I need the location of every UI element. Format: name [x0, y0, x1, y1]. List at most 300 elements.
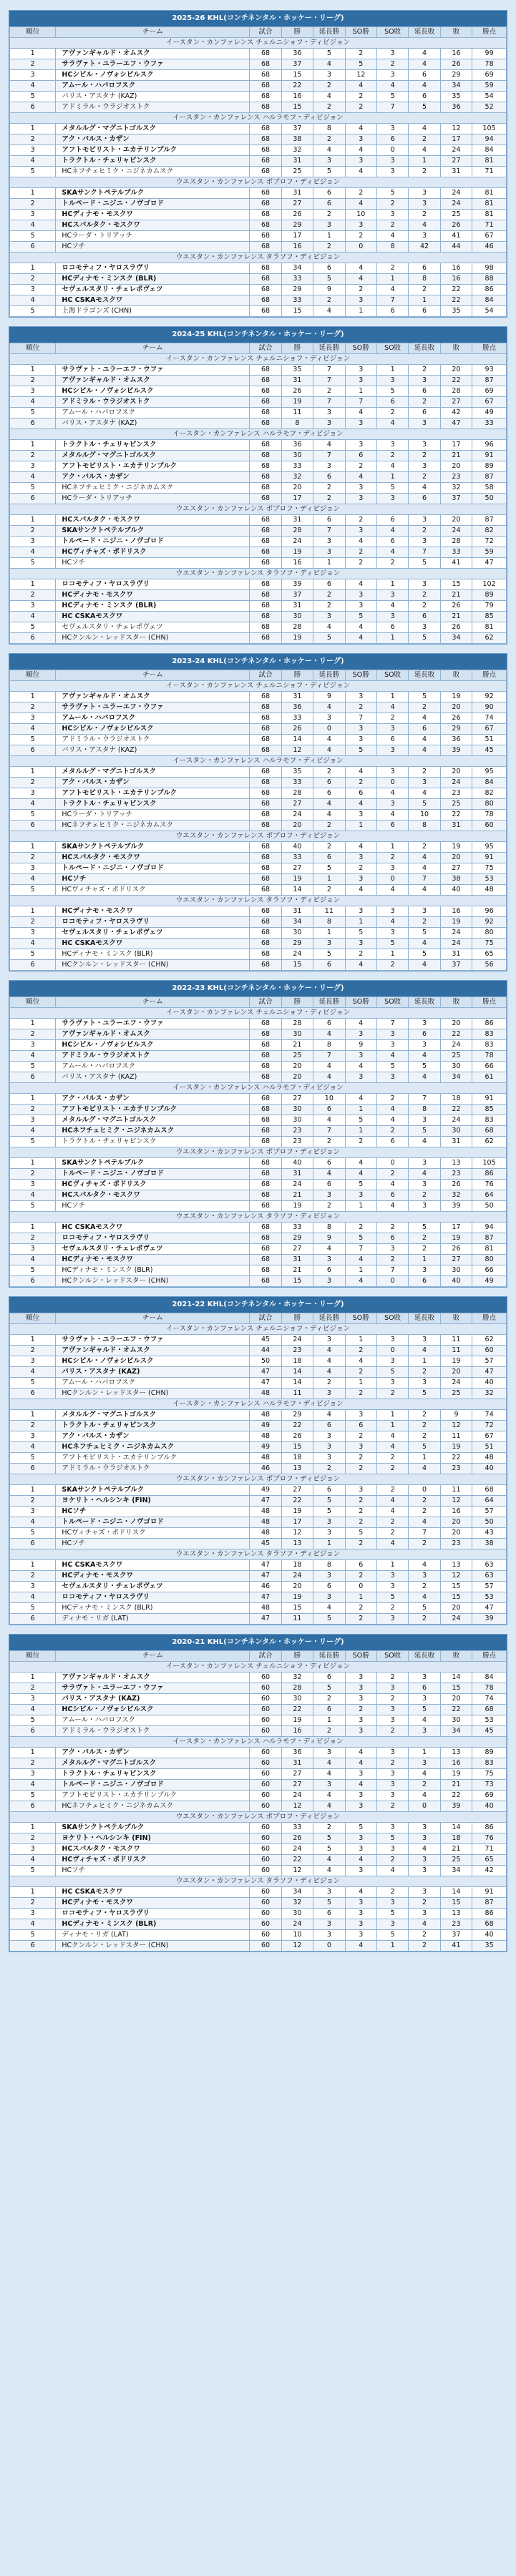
- stat-cell: 24: [440, 526, 472, 537]
- rank-cell: 1: [10, 1223, 56, 1233]
- stat-cell: 33: [281, 853, 313, 863]
- stat-cell: 3: [409, 1040, 440, 1051]
- team-name: HCシビル・ノヴォシビルスク: [56, 1040, 250, 1051]
- team-name: アムール・ハバロフスク: [56, 1378, 250, 1389]
- stat-cell: 3: [376, 1898, 408, 1909]
- stat-cell: 1: [345, 1201, 376, 1212]
- column-header: 試合: [250, 343, 281, 354]
- stat-cell: 4: [313, 1029, 345, 1040]
- stat-cell: 15: [281, 1442, 313, 1453]
- stat-cell: 15: [281, 1603, 313, 1614]
- stat-cell: 4: [313, 702, 345, 713]
- stat-cell: 1: [345, 821, 376, 831]
- team-name: HCラーダ・トリアッチ: [56, 810, 250, 821]
- stat-cell: 4: [313, 1346, 345, 1356]
- column-header: 敗: [440, 1313, 472, 1324]
- stat-cell: 18: [281, 1453, 313, 1464]
- stat-cell: 41: [440, 558, 472, 569]
- stat-cell: 2: [313, 767, 345, 778]
- stat-cell: 23: [281, 1346, 313, 1356]
- stat-cell: 2: [409, 451, 440, 461]
- team-name: SKAサンクトペテルブルク: [56, 842, 250, 853]
- table-row: [10, 1726, 507, 1737]
- table-row: [10, 1105, 507, 1115]
- stat-cell: 5: [376, 386, 408, 397]
- stat-cell: 1: [409, 295, 440, 306]
- stat-cell: 68: [250, 745, 281, 756]
- column-header: SO敗: [376, 343, 408, 354]
- stat-cell: 5: [345, 1180, 376, 1190]
- stat-cell: 3: [345, 724, 376, 735]
- stat-cell: 2: [345, 778, 376, 788]
- stat-cell: 29: [440, 70, 472, 81]
- stat-cell: 34: [440, 633, 472, 644]
- stat-cell: 7: [313, 365, 345, 376]
- stat-cell: 23: [440, 788, 472, 799]
- table-row: [10, 1072, 507, 1083]
- column-header: 試合: [250, 1651, 281, 1662]
- stat-cell: 86: [472, 1823, 507, 1833]
- stat-cell: 3: [345, 1769, 376, 1780]
- table-row: [10, 1335, 507, 1346]
- stat-cell: 36: [440, 102, 472, 113]
- table-row: [10, 788, 507, 799]
- team-name: ロコモティフ・ヤロスラヴリ: [56, 917, 250, 928]
- stat-cell: 68: [250, 397, 281, 408]
- stat-cell: 3: [409, 418, 440, 429]
- stat-cell: 20: [440, 1603, 472, 1614]
- stat-cell: 2: [345, 1464, 376, 1474]
- rank-cell: 5: [10, 1866, 56, 1876]
- column-header: チーム: [56, 1651, 250, 1662]
- column-header: SO敗: [376, 670, 408, 681]
- stat-cell: 29: [281, 285, 313, 295]
- stat-cell: 81: [472, 199, 507, 210]
- division-name: ウエスタン・カンファレンス タラソフ・ディビジョン: [10, 253, 507, 263]
- stat-cell: 4: [345, 145, 376, 156]
- stat-cell: 3: [409, 1115, 440, 1126]
- team-name: アク・バルス・カザン: [56, 1748, 250, 1758]
- column-header: 順位: [10, 27, 56, 38]
- stat-cell: 3: [345, 1485, 376, 1496]
- table-row: [10, 1453, 507, 1464]
- division-row: [10, 253, 507, 263]
- stat-cell: 5: [345, 928, 376, 939]
- table-row: [10, 167, 507, 177]
- stat-cell: 4: [409, 1592, 440, 1603]
- stat-cell: 87: [472, 472, 507, 483]
- stat-cell: 6: [409, 386, 440, 397]
- stat-cell: 4: [313, 799, 345, 810]
- stat-cell: 22: [440, 1705, 472, 1715]
- table-row: [10, 494, 507, 504]
- standings-table: [9, 1313, 507, 1625]
- stat-cell: 7: [409, 1094, 440, 1105]
- stat-cell: 29: [440, 724, 472, 735]
- stat-cell: 8: [313, 1040, 345, 1051]
- stat-cell: 68: [250, 418, 281, 429]
- stat-cell: 17: [281, 494, 313, 504]
- stat-cell: 2: [376, 1726, 408, 1737]
- rank-cell: 2: [10, 451, 56, 461]
- rank-cell: 2: [10, 1496, 56, 1507]
- stat-cell: 22: [281, 1496, 313, 1507]
- stat-cell: 16: [440, 49, 472, 59]
- rank-cell: 1: [10, 515, 56, 526]
- stat-cell: 71: [472, 220, 507, 231]
- column-header: SO勝: [345, 997, 376, 1008]
- column-header: 延長敗: [409, 1313, 440, 1324]
- table-row: [10, 156, 507, 167]
- stat-cell: 1: [409, 156, 440, 167]
- stat-cell: 6: [313, 1180, 345, 1190]
- stat-cell: 49: [250, 1485, 281, 1496]
- team-name: アムール・ハバロフスク: [56, 1062, 250, 1072]
- header-row: [10, 670, 507, 681]
- stat-cell: 49: [250, 1442, 281, 1453]
- rank-cell: 6: [10, 633, 56, 644]
- stat-cell: 68: [250, 692, 281, 702]
- column-header: 敗: [440, 1651, 472, 1662]
- stat-cell: 1: [376, 1941, 408, 1951]
- stat-cell: 2: [376, 1453, 408, 1464]
- team-name: メタルルグ・マグニトゴルスク: [56, 767, 250, 778]
- rank-cell: 6: [10, 1072, 56, 1083]
- table-row: [10, 59, 507, 70]
- stat-cell: 31: [281, 1758, 313, 1769]
- stat-cell: 2: [409, 472, 440, 483]
- table-row: [10, 472, 507, 483]
- table-row: [10, 451, 507, 461]
- stat-cell: 20: [440, 767, 472, 778]
- stat-cell: 3: [345, 1909, 376, 1919]
- division-row: [10, 756, 507, 767]
- team-name: HC CSKAモスクワ: [56, 1560, 250, 1571]
- column-header: 勝点: [472, 343, 507, 354]
- stat-cell: 2: [313, 1201, 345, 1212]
- stat-cell: 15: [281, 70, 313, 81]
- stat-cell: 17: [281, 231, 313, 242]
- stat-cell: 31: [440, 821, 472, 831]
- team-name: HCスパルタク・モスクワ: [56, 1190, 250, 1201]
- stat-cell: 26: [440, 601, 472, 612]
- team-name: アク・バルス・カザン: [56, 778, 250, 788]
- table-row: [10, 1614, 507, 1625]
- rank-cell: 1: [10, 49, 56, 59]
- stat-cell: 3: [409, 1265, 440, 1276]
- stat-cell: 5: [313, 274, 345, 285]
- stat-cell: 7: [409, 1528, 440, 1539]
- division-row: [10, 681, 507, 692]
- rank-cell: 2: [10, 778, 56, 788]
- stat-cell: 27: [281, 799, 313, 810]
- table-row: [10, 960, 507, 971]
- stat-cell: 6: [409, 724, 440, 735]
- stat-cell: 27: [281, 1094, 313, 1105]
- stat-cell: 3: [376, 1791, 408, 1801]
- rank-cell: 4: [10, 724, 56, 735]
- table-row: [10, 92, 507, 102]
- stat-cell: 68: [472, 1126, 507, 1137]
- stat-cell: 3: [376, 1614, 408, 1625]
- team-name: HCソチ: [56, 1507, 250, 1517]
- rank-cell: 3: [10, 537, 56, 547]
- stat-cell: 4: [345, 1158, 376, 1169]
- stat-cell: 4: [409, 1346, 440, 1356]
- stat-cell: 4: [313, 1769, 345, 1780]
- stat-cell: 31: [440, 949, 472, 960]
- stat-cell: 94: [472, 1223, 507, 1233]
- stat-cell: 3: [376, 906, 408, 917]
- table-row: [10, 1919, 507, 1930]
- stat-cell: 19: [281, 633, 313, 644]
- stat-cell: 10: [281, 1930, 313, 1941]
- stat-cell: 3: [409, 537, 440, 547]
- stat-cell: 2: [409, 1410, 440, 1421]
- column-header: チーム: [56, 670, 250, 681]
- rank-cell: 4: [10, 874, 56, 885]
- stat-cell: 3: [376, 1582, 408, 1592]
- stat-cell: 30: [281, 1029, 313, 1040]
- stat-cell: 48: [250, 1603, 281, 1614]
- stat-cell: 3: [345, 220, 376, 231]
- stat-cell: 68: [250, 515, 281, 526]
- stat-cell: 60: [472, 821, 507, 831]
- stat-cell: 0: [376, 1276, 408, 1287]
- team-name: セヴェルスタリ・チェレポヴェツ: [56, 285, 250, 295]
- team-name: HCシビル・ノヴォシビルスク: [56, 724, 250, 735]
- column-header: 延長敗: [409, 27, 440, 38]
- stat-cell: 2: [313, 295, 345, 306]
- stat-cell: 6: [313, 1582, 345, 1592]
- stat-cell: 1: [376, 274, 408, 285]
- team-name: サラヴァト・ユラーエフ・ウファ: [56, 365, 250, 376]
- team-name: セヴェルスタリ・チェレポヴェツ: [56, 928, 250, 939]
- stat-cell: 2: [313, 1378, 345, 1389]
- stat-cell: 68: [250, 188, 281, 199]
- stat-cell: 7: [376, 102, 408, 113]
- stat-cell: 2: [376, 853, 408, 863]
- stat-cell: 33: [281, 778, 313, 788]
- stat-cell: 14: [281, 735, 313, 745]
- stat-cell: 3: [409, 1866, 440, 1876]
- rank-cell: 3: [10, 601, 56, 612]
- stat-cell: 48: [250, 1453, 281, 1464]
- stat-cell: 2: [345, 92, 376, 102]
- stat-cell: 80: [472, 1255, 507, 1265]
- table-row: [10, 537, 507, 547]
- stat-cell: 5: [409, 1705, 440, 1715]
- stat-cell: 21: [440, 1844, 472, 1855]
- rank-cell: 5: [10, 885, 56, 896]
- stat-cell: 68: [250, 1126, 281, 1137]
- stat-cell: 4: [376, 547, 408, 558]
- rank-cell: 3: [10, 1431, 56, 1442]
- stat-cell: 5: [313, 863, 345, 874]
- rank-cell: 1: [10, 1823, 56, 1833]
- stat-cell: 2: [345, 1453, 376, 1464]
- stat-cell: 5: [376, 1062, 408, 1072]
- stat-cell: 4: [345, 1276, 376, 1287]
- stat-cell: 74: [472, 1694, 507, 1705]
- stat-cell: 1: [376, 1421, 408, 1431]
- stat-cell: 44: [250, 1346, 281, 1356]
- team-name: トラクトル・チェリャビンスク: [56, 799, 250, 810]
- stat-cell: 2: [376, 1389, 408, 1399]
- stat-cell: 6: [409, 1276, 440, 1287]
- division-row: [10, 38, 507, 49]
- stat-cell: 3: [376, 1378, 408, 1389]
- stat-cell: 4: [345, 842, 376, 853]
- rank-cell: 6: [10, 494, 56, 504]
- stat-cell: 42: [440, 408, 472, 418]
- column-header: 延長敗: [409, 670, 440, 681]
- division-row: [10, 177, 507, 188]
- stat-cell: 24: [440, 1614, 472, 1625]
- team-name: アドミラル・ウラジオストク: [56, 397, 250, 408]
- stat-cell: 23: [440, 1919, 472, 1930]
- column-header: 順位: [10, 1313, 56, 1324]
- rank-cell: 5: [10, 1453, 56, 1464]
- stat-cell: 3: [376, 928, 408, 939]
- stat-cell: 22: [440, 810, 472, 821]
- stat-cell: 24: [440, 188, 472, 199]
- stat-cell: 67: [472, 724, 507, 735]
- stat-cell: 31: [281, 692, 313, 702]
- stat-cell: 4: [409, 863, 440, 874]
- table-row: [10, 1866, 507, 1876]
- stat-cell: 1: [345, 1378, 376, 1389]
- stat-cell: 16: [281, 242, 313, 253]
- team-name: アヴァンギャルド・オムスク: [56, 376, 250, 386]
- stat-cell: 18: [440, 1833, 472, 1844]
- stat-cell: 3: [409, 1158, 440, 1169]
- stat-cell: 26: [440, 622, 472, 633]
- table-row: [10, 713, 507, 724]
- stat-cell: 5: [376, 483, 408, 494]
- stat-cell: 4: [409, 1051, 440, 1062]
- stat-cell: 89: [472, 590, 507, 601]
- stat-cell: 6: [376, 821, 408, 831]
- stat-cell: 5: [409, 692, 440, 702]
- stat-cell: 60: [250, 1694, 281, 1705]
- stat-cell: 3: [376, 1040, 408, 1051]
- stat-cell: 20: [440, 1367, 472, 1378]
- team-name: HCネフチェヒミク・ニジネカムスク: [56, 167, 250, 177]
- rank-cell: 5: [10, 622, 56, 633]
- stat-cell: 1: [313, 928, 345, 939]
- stat-cell: 68: [250, 1201, 281, 1212]
- stat-cell: 16: [440, 1507, 472, 1517]
- stat-cell: 4: [409, 1072, 440, 1083]
- stat-cell: 4: [345, 1094, 376, 1105]
- stat-cell: 3: [409, 906, 440, 917]
- stat-cell: 5: [313, 949, 345, 960]
- stat-cell: 24: [440, 1378, 472, 1389]
- stat-cell: 68: [250, 1233, 281, 1244]
- table-row: [10, 633, 507, 644]
- stat-cell: 2: [409, 1421, 440, 1431]
- stat-cell: 1: [345, 386, 376, 397]
- stat-cell: 3: [313, 1517, 345, 1528]
- rank-cell: 3: [10, 1844, 56, 1855]
- stat-cell: 4: [376, 1105, 408, 1115]
- stat-cell: 9: [313, 1233, 345, 1244]
- team-name: トラクトル・チェリャビンスク: [56, 1769, 250, 1780]
- stat-cell: 60: [250, 1801, 281, 1812]
- column-header: チーム: [56, 343, 250, 354]
- stat-cell: 4: [313, 745, 345, 756]
- stat-cell: 6: [345, 451, 376, 461]
- stat-cell: 3: [376, 376, 408, 386]
- table-row: [10, 702, 507, 713]
- stat-cell: 4: [313, 1062, 345, 1072]
- stat-cell: 4: [409, 735, 440, 745]
- stat-cell: 4: [345, 537, 376, 547]
- stat-cell: 3: [345, 1410, 376, 1421]
- stat-cell: 24: [440, 778, 472, 788]
- stat-cell: 5: [313, 1496, 345, 1507]
- stat-cell: 59: [472, 547, 507, 558]
- rank-cell: 5: [10, 1062, 56, 1072]
- team-name: アドミラル・ウラジオストク: [56, 735, 250, 745]
- rank-cell: 2: [10, 1833, 56, 1844]
- stat-cell: 68: [250, 949, 281, 960]
- team-name: HCシビル・ノヴォシビルスク: [56, 1356, 250, 1367]
- stat-cell: 2: [345, 1137, 376, 1147]
- stat-cell: 11: [281, 1614, 313, 1625]
- stat-cell: 47: [440, 418, 472, 429]
- table-row: [10, 735, 507, 745]
- stat-cell: 2: [313, 483, 345, 494]
- stat-cell: 19: [281, 1507, 313, 1517]
- stat-cell: 31: [281, 601, 313, 612]
- stat-cell: 2: [409, 1244, 440, 1255]
- team-name: SKAサンクトペテルブルク: [56, 1485, 250, 1496]
- team-name: HCネフチェヒミク・ニジネカムスク: [56, 821, 250, 831]
- stat-cell: 3: [313, 461, 345, 472]
- team-name: アク・バルス・カザン: [56, 1094, 250, 1105]
- team-name: HCヴィチャズ・ポドリスク: [56, 1855, 250, 1866]
- stat-cell: 8: [313, 1560, 345, 1571]
- division-name: ウエスタン・カンファレンス タラソフ・ディビジョン: [10, 896, 507, 906]
- stat-cell: 0: [345, 1582, 376, 1592]
- stat-cell: 2: [313, 210, 345, 220]
- stat-cell: 22: [440, 1105, 472, 1115]
- stat-cell: 19: [281, 547, 313, 558]
- rank-cell: 4: [10, 1051, 56, 1062]
- team-name: トルペード・ニジニ・ノヴゴロド: [56, 1169, 250, 1180]
- stat-cell: 11: [313, 906, 345, 917]
- stat-cell: 1: [345, 1335, 376, 1346]
- stat-cell: 98: [472, 263, 507, 274]
- team-name: HCネフチェヒミク・ニジネカムスク: [56, 1801, 250, 1812]
- team-name: HC CSKAモスクワ: [56, 295, 250, 306]
- stat-cell: 2: [409, 1496, 440, 1507]
- stat-cell: 59: [472, 81, 507, 92]
- stat-cell: 7: [376, 1265, 408, 1276]
- stat-cell: 1: [345, 1126, 376, 1137]
- stat-cell: 47: [250, 1614, 281, 1625]
- division-row: [10, 1212, 507, 1223]
- stat-cell: 3: [409, 188, 440, 199]
- stat-cell: 34: [440, 81, 472, 92]
- stat-cell: 61: [472, 1072, 507, 1083]
- stat-cell: 68: [250, 145, 281, 156]
- rank-cell: 4: [10, 612, 56, 622]
- stat-cell: 9: [313, 692, 345, 702]
- stat-cell: 24: [281, 810, 313, 821]
